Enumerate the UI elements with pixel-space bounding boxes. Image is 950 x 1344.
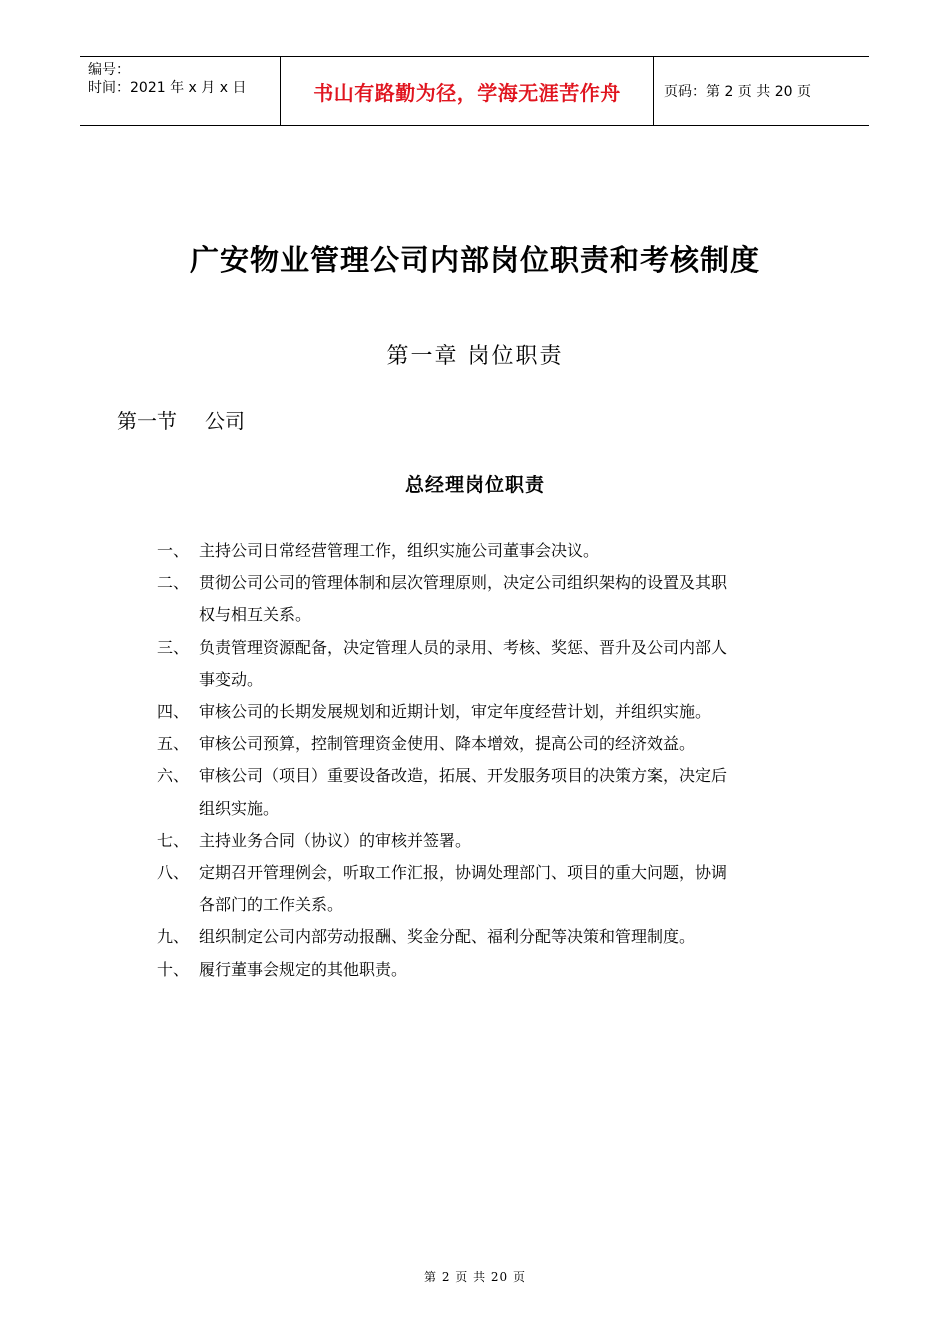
duty-text-line: 履行董事会规定的其他职责。 (199, 959, 408, 979)
duty-text (199, 954, 837, 986)
duty-text (199, 696, 837, 728)
duty-item (157, 535, 837, 567)
duty-item (157, 632, 837, 696)
duty-text (199, 632, 837, 696)
page-header (80, 56, 869, 126)
duty-text-line: 审核公司（项目）重要设备改造，拓展、开发服务项目的决策方案，决定后 (199, 766, 728, 786)
duty-text-line: 定期召开管理例会，听取工作汇报，协调处理部门、项目的重大问题，协调 (199, 863, 728, 883)
duty-text-line: 权与相互关系。 (199, 605, 312, 625)
duty-number: 三、 (157, 637, 190, 657)
document-title: 广安物业管理公司内部岗位职责和考核制度 (189, 243, 760, 277)
duty-number: 二、 (157, 573, 190, 593)
duty-text (199, 760, 837, 824)
duty-item (157, 696, 837, 728)
duty-item (157, 760, 837, 824)
duty-number: 四、 (157, 702, 190, 722)
duty-item (157, 567, 837, 631)
duties-subtitle: 总经理岗位职责 (404, 474, 545, 496)
duty-item (157, 728, 837, 760)
page-footer: 第 2 页 共 20 页 (424, 1270, 526, 1284)
duty-text (199, 728, 837, 760)
duty-item (157, 954, 837, 986)
duty-text (199, 921, 837, 953)
duty-text (199, 825, 837, 857)
header-meta (80, 57, 280, 125)
duty-text-line: 主持业务合同（协议）的审核并签署。 (199, 830, 472, 850)
duty-item (157, 825, 837, 857)
duty-text-line: 贯彻公司公司的管理体制和层次管理原则，决定公司组织架构的设置及其职 (199, 573, 728, 593)
duty-text-line: 主持公司日常经营管理工作，组织实施公司董事会决议。 (199, 541, 600, 560)
duty-text-line: 审核公司的长期发展规划和近期计划，审定年度经营计划，并组织实施。 (199, 702, 712, 722)
duty-text-line: 负责管理资源配备，决定管理人员的录用、考核、奖惩、晋升及公司内部人 (199, 637, 728, 657)
duty-number: 六、 (157, 766, 190, 786)
section-heading (117, 405, 245, 434)
duty-text-line: 审核公司预算，控制管理资金使用、降本增效，提高公司的经济效益。 (199, 734, 696, 754)
chapter-heading: 第一章 岗位职责 (386, 344, 564, 369)
header-motto: 书山有路勤为径，学海无涯苦作舟 (280, 57, 654, 125)
document-time-label: 时间：2021 年 x 月 x 日 (88, 80, 247, 96)
duty-number: 十、 (157, 959, 190, 979)
duty-text-line: 组织实施。 (199, 798, 280, 818)
duty-text-line: 事变动。 (199, 669, 264, 689)
duty-number: 五、 (157, 734, 190, 754)
duty-text-line: 各部门的工作关系。 (199, 895, 344, 915)
duty-item (157, 857, 837, 921)
section-name: 公司 (205, 409, 245, 433)
duty-text (199, 857, 837, 921)
section-number: 第一节 (117, 409, 177, 433)
duty-text (199, 567, 837, 631)
duty-number: 一、 (157, 541, 190, 560)
duty-item (157, 921, 837, 953)
header-page-info: 页码：第 2 页 共 20 页 (664, 84, 811, 100)
duty-text (199, 535, 837, 567)
document-number-label: 编号： (88, 62, 130, 78)
duty-text-line: 组织制定公司内部劳动报酬、奖金分配、福利分配等决策和管理制度。 (199, 927, 696, 947)
duties-list (157, 535, 837, 986)
duty-number: 九、 (157, 927, 190, 947)
duty-number: 八、 (157, 863, 190, 883)
duty-number: 七、 (157, 830, 190, 850)
